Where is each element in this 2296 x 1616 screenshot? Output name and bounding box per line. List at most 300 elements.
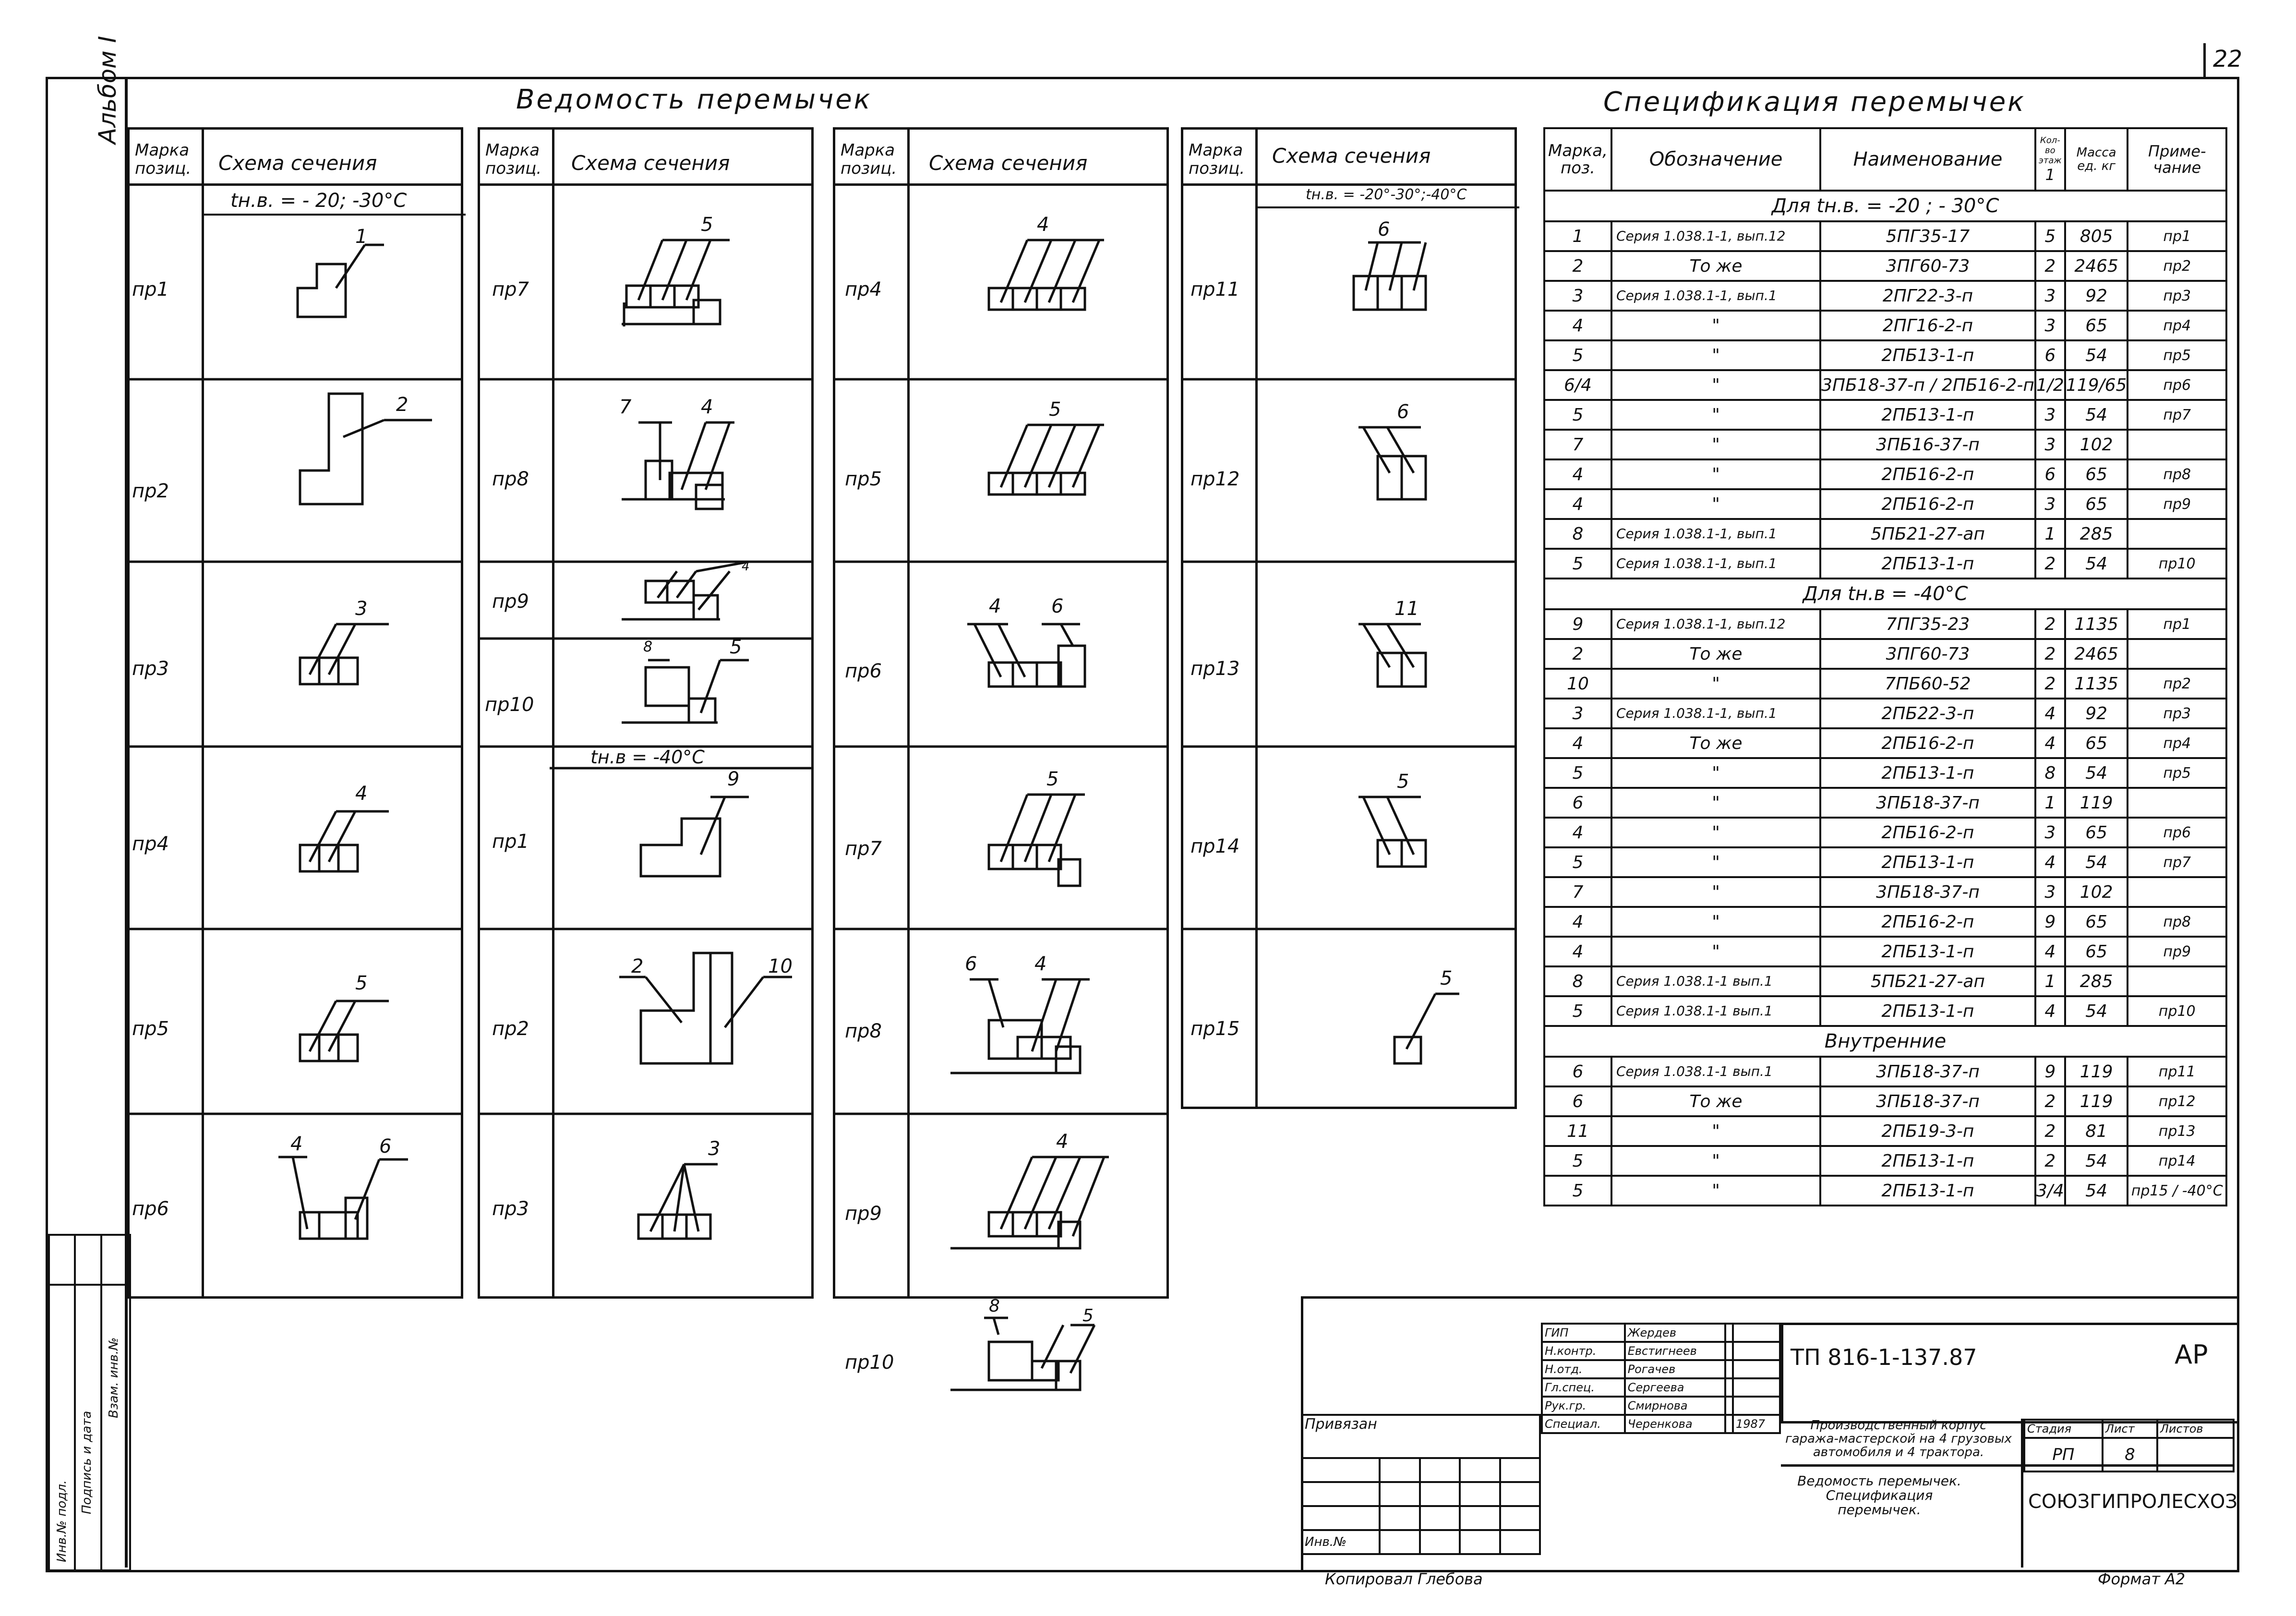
spec-cell: 54 xyxy=(2065,400,2128,430)
mark-label: пр2 xyxy=(492,1018,529,1040)
num-label: 3 xyxy=(355,598,368,620)
spec-cell: 3ПБ18-37-п xyxy=(1820,877,2035,907)
spec-cell: 3ПБ18-37-п xyxy=(1820,1086,2035,1116)
mark-label: пр9 xyxy=(845,1203,882,1225)
stamp-role: Н.отд. xyxy=(1542,1360,1625,1378)
mark-label: пр1 xyxy=(492,831,529,853)
col-scheme-header: Схема сечения xyxy=(929,151,1088,175)
stage-label: Стадия xyxy=(2024,1420,2103,1438)
spec-row xyxy=(1544,1057,2226,1086)
spec-cell: " xyxy=(1611,847,1820,877)
spec-cell: 2 xyxy=(2035,1116,2065,1146)
spec-cell: 2ПБ13-1-п xyxy=(1820,340,2035,370)
spec-cell: 7 xyxy=(1544,877,1611,907)
spec-cell: 2 xyxy=(2035,609,2065,639)
stamp-name: Рогачев xyxy=(1625,1360,1725,1378)
spec-cell: 9 xyxy=(2035,1057,2065,1086)
spec-cell: 3ПГ60-73 xyxy=(1820,639,2035,669)
spec-cell: 4 xyxy=(1544,937,1611,966)
spec-cell: 5 xyxy=(1544,549,1611,579)
spec-cell: пр14 xyxy=(2128,1146,2226,1176)
mark-label: пр2 xyxy=(132,480,169,502)
spec-cell: пр11 xyxy=(2128,1057,2226,1086)
spec-cell: 2ПБ22-3-п xyxy=(1820,699,2035,728)
spec-cell: Серия 1.038.1-1 вып.1 xyxy=(1611,966,1820,996)
temp-label-40: tн.в = -40°C xyxy=(590,747,705,768)
stamp-row xyxy=(1542,1324,1780,1342)
spec-cell: 65 xyxy=(2065,907,2128,937)
page-number: 22 xyxy=(2213,46,2243,72)
num-label: 10 xyxy=(768,955,793,977)
spec-cell: 54 xyxy=(2065,758,2128,788)
footer-copied: Копировал Глебова xyxy=(1325,1570,1483,1588)
spec-row xyxy=(1544,818,2226,847)
spec-cell xyxy=(2128,430,2226,459)
num-label: 5 xyxy=(1440,967,1453,989)
num-label: 5 xyxy=(1046,768,1059,790)
spec-row xyxy=(1544,877,2226,907)
spec-cell: 2ПБ16-2-п xyxy=(1820,818,2035,847)
spec-cell: То же xyxy=(1611,1086,1820,1116)
spec-cell: 7 xyxy=(1544,430,1611,459)
stamp-role: Гл.спец. xyxy=(1542,1378,1625,1397)
num-label: 11 xyxy=(1394,598,1419,620)
spec-cell: пр3 xyxy=(2128,281,2226,311)
privyazan-block xyxy=(1301,1414,1541,1555)
spec-cell: 4 xyxy=(1544,728,1611,758)
spec-row xyxy=(1544,669,2226,699)
spec-cell: 2 xyxy=(2035,639,2065,669)
spec-cell: Серия 1.038.1-1, вып.1 xyxy=(1611,519,1820,549)
num-label: 4 xyxy=(1034,953,1047,975)
spec-cell: 1/2 xyxy=(2035,370,2065,400)
spec-cell: 102 xyxy=(2065,430,2128,459)
stamp-date: 1987 xyxy=(1733,1415,1780,1433)
spec-cell: 65 xyxy=(2065,728,2128,758)
side-stamp xyxy=(48,1234,131,1571)
spec-cell: пр2 xyxy=(2128,669,2226,699)
spec-cell: 805 xyxy=(2065,221,2128,251)
spec-cell: 4 xyxy=(2035,699,2065,728)
spec-cell: 5 xyxy=(1544,1176,1611,1206)
spec-cell: " xyxy=(1611,877,1820,907)
col-mark-header: Марка позиц. xyxy=(135,141,192,178)
spec-row xyxy=(1544,1116,2226,1146)
num-label: 5 xyxy=(701,214,713,236)
spec-cell: 2 xyxy=(2035,251,2065,281)
spec-cell: 2ПБ16-2-п xyxy=(1820,728,2035,758)
sheet-value: 8 xyxy=(2103,1438,2157,1471)
spec-cell: Серия 1.038.1-1, вып.1 xyxy=(1611,281,1820,311)
spec-cell xyxy=(2128,877,2226,907)
spec-cell: 3 xyxy=(1544,699,1611,728)
stamp-signature xyxy=(1725,1397,1733,1415)
spec-cell: 2 xyxy=(1544,639,1611,669)
spec-cell: Серия 1.038.1-1 вып.1 xyxy=(1611,996,1820,1026)
spec-cell: пр12 xyxy=(2128,1086,2226,1116)
spec-cell: 9 xyxy=(2035,907,2065,937)
spec-row xyxy=(1544,251,2226,281)
stamp-name: Евстигнеев xyxy=(1625,1342,1725,1360)
spec-cell: 2 xyxy=(2035,669,2065,699)
spec-row xyxy=(1544,699,2226,728)
spec-cell: пр9 xyxy=(2128,937,2226,966)
spec-cell: 6 xyxy=(2035,459,2065,489)
spec-cell: 119/65 xyxy=(2065,370,2128,400)
spec-row xyxy=(1544,311,2226,340)
col-mark-header: Марка позиц. xyxy=(1189,141,1245,178)
spec-cell: пр4 xyxy=(2128,728,2226,758)
spec-cell: Серия 1.038.1-1, вып.12 xyxy=(1611,609,1820,639)
col-scheme-header: Схема сечения xyxy=(218,151,377,175)
spec-row xyxy=(1544,966,2226,996)
spec-cell: 3 xyxy=(2035,400,2065,430)
spec-cell: " xyxy=(1611,818,1820,847)
spec-cell: 7ПГ35-23 xyxy=(1820,609,2035,639)
spec-cell: Серия 1.038.1-1, вып.12 xyxy=(1611,221,1820,251)
spec-cell xyxy=(2128,639,2226,669)
spec-cell: 8 xyxy=(1544,519,1611,549)
spec-cell: 2 xyxy=(2035,1086,2065,1116)
num-label: 6 xyxy=(1397,401,1409,423)
mark-label: пр9 xyxy=(492,591,529,613)
spec-cell: 4 xyxy=(1544,311,1611,340)
stamp-date xyxy=(1733,1342,1780,1360)
spec-cell: 5 xyxy=(1544,400,1611,430)
spec-row xyxy=(1544,758,2226,788)
inv-label: Инв.№ xyxy=(1302,1530,1380,1554)
spec-cell: 119 xyxy=(2065,788,2128,818)
stamp-row xyxy=(1542,1397,1780,1415)
spec-cell: 54 xyxy=(2065,1146,2128,1176)
spec-cell: 7ПБ60-52 xyxy=(1820,669,2035,699)
mark-label: пр1 xyxy=(132,278,169,301)
num-label: 4 xyxy=(355,783,368,805)
spec-row xyxy=(1544,340,2226,370)
stamp-signature xyxy=(1725,1324,1733,1342)
col-scheme-header: Схема сечения xyxy=(1272,144,1431,168)
spec-cell: 65 xyxy=(2065,459,2128,489)
spec-cell: 3 xyxy=(2035,489,2065,519)
spec-cell: 3/4 xyxy=(2035,1176,2065,1206)
spec-cell: 3 xyxy=(2035,311,2065,340)
spec-row xyxy=(1544,281,2226,311)
footer-format: Формат А2 xyxy=(2098,1570,2186,1588)
spec-header-mass: Масса ед. кг xyxy=(2065,128,2128,191)
spec-row xyxy=(1544,400,2226,430)
num-label: 5 xyxy=(1049,398,1061,421)
spec-cell: " xyxy=(1611,669,1820,699)
spec-cell: 119 xyxy=(2065,1086,2128,1116)
spec-cell: 8 xyxy=(2035,758,2065,788)
spec-cell: 65 xyxy=(2065,818,2128,847)
stamp-date xyxy=(1733,1397,1780,1415)
spec-cell: 285 xyxy=(2065,966,2128,996)
num-label: 3 xyxy=(708,1138,721,1160)
stamp-signature xyxy=(1725,1360,1733,1378)
temp-label: tн.в. = - 20; -30°C xyxy=(230,190,407,212)
stamp-row xyxy=(1542,1360,1780,1378)
spec-row xyxy=(1544,1176,2226,1206)
stamp-name: Жердев xyxy=(1625,1324,1725,1342)
spec-cell: 2 xyxy=(1544,251,1611,281)
spec-cell: 1 xyxy=(2035,788,2065,818)
org-name: СОЮЗГИПРОЛЕСХОЗ xyxy=(2028,1491,2238,1513)
stamp-name: Сергеева xyxy=(1625,1378,1725,1397)
spec-cell: пр4 xyxy=(2128,311,2226,340)
spec-cell xyxy=(2128,966,2226,996)
spec-cell: пр8 xyxy=(2128,459,2226,489)
temp-label: tн.в. = -20°-30°;-40°C xyxy=(1306,186,1467,203)
sheet-title: Ведомость перемычек. Спецификация перемычек. xyxy=(1797,1473,1961,1518)
stamp-signature xyxy=(1725,1342,1733,1360)
spec-cell: 2ПБ13-1-п xyxy=(1820,847,2035,877)
sheet-code: АР xyxy=(2175,1339,2208,1370)
stamp-date xyxy=(1733,1378,1780,1397)
spec-cell: пр7 xyxy=(2128,400,2226,430)
spec-cell: 2ПБ16-2-п xyxy=(1820,459,2035,489)
spec-cell: " xyxy=(1611,1146,1820,1176)
mark-label: пр11 xyxy=(1190,278,1240,301)
spec-header-designation: Обозначение xyxy=(1611,128,1820,191)
stamp-row xyxy=(1542,1378,1780,1397)
spec-cell: Серия 1.038.1-1, вып.1 xyxy=(1611,549,1820,579)
spec-cell: пр10 xyxy=(2128,996,2226,1026)
spec-cell: пр5 xyxy=(2128,340,2226,370)
num-label: 6 xyxy=(1378,218,1390,241)
spec-cell: 11 xyxy=(1544,1116,1611,1146)
num-label: 4 xyxy=(290,1133,303,1155)
spec-cell: 4 xyxy=(2035,996,2065,1026)
spec-cell: 3 xyxy=(2035,818,2065,847)
stamp-row xyxy=(1542,1342,1780,1360)
stamp-name: Смирнова xyxy=(1625,1397,1725,1415)
spec-cell: 6 xyxy=(1544,1057,1611,1086)
spec-header-note: Приме- чание xyxy=(2128,128,2226,191)
num-label: 7 xyxy=(619,396,632,418)
stamp-row xyxy=(1542,1415,1780,1433)
spec-cell: То же xyxy=(1611,728,1820,758)
spec-cell: 5ПБ21-27-ап xyxy=(1820,519,2035,549)
spec-header-qty-sub: 1 xyxy=(2045,165,2055,184)
mark-label: пр8 xyxy=(492,468,529,490)
spec-cell: 5ПГ35-17 xyxy=(1820,221,2035,251)
num-label: 9 xyxy=(727,768,740,790)
spec-cell: 4 xyxy=(2035,728,2065,758)
spec-row xyxy=(1544,1146,2226,1176)
spec-cell: 2ПБ13-1-п xyxy=(1820,1176,2035,1206)
sheet-label: Лист xyxy=(2103,1420,2157,1438)
mark-label: пр7 xyxy=(845,838,882,860)
num-label: 5 xyxy=(730,636,742,658)
spec-cell: 4 xyxy=(2035,847,2065,877)
spec-cell xyxy=(2128,519,2226,549)
vedomost-title: Ведомость перемычек xyxy=(516,84,872,115)
stamp-signature xyxy=(1725,1415,1733,1433)
num-label: 1 xyxy=(355,226,368,248)
spec-row xyxy=(1544,609,2226,639)
spec-cell: 4 xyxy=(1544,907,1611,937)
spec-cell: 119 xyxy=(2065,1057,2128,1086)
spec-cell: 2465 xyxy=(2065,251,2128,281)
spec-cell: 54 xyxy=(2065,549,2128,579)
mark-label: пр4 xyxy=(132,833,169,855)
mark-label: пр6 xyxy=(845,660,882,682)
spec-cell: 5 xyxy=(1544,340,1611,370)
num-label: 5 xyxy=(355,972,368,994)
num-label: 5 xyxy=(1082,1306,1094,1326)
spec-row xyxy=(1544,221,2226,251)
side-stamp-text: Подпись и дата xyxy=(80,1411,94,1514)
spec-cell: пр3 xyxy=(2128,699,2226,728)
num-label: 6 xyxy=(965,953,977,975)
spec-cell: 2ПБ13-1-п xyxy=(1820,549,2035,579)
spec-cell: 4 xyxy=(1544,818,1611,847)
num-label: 4 xyxy=(742,559,750,574)
spec-cell: " xyxy=(1611,340,1820,370)
spec-cell: 1135 xyxy=(2065,609,2128,639)
spec-group-2: Для tн.в = -40°C xyxy=(1544,579,2226,609)
stamp-role: ГИП xyxy=(1542,1324,1625,1342)
stamp-signature xyxy=(1725,1378,1733,1397)
num-label: 2 xyxy=(631,955,644,977)
spec-row xyxy=(1544,907,2226,937)
num-label: 6 xyxy=(1051,595,1064,617)
spec-cell: пр5 xyxy=(2128,758,2226,788)
spec-cell: " xyxy=(1611,370,1820,400)
spec-cell: Серия 1.038.1-1 вып.1 xyxy=(1611,1057,1820,1086)
spec-cell: " xyxy=(1611,937,1820,966)
spec-cell: 285 xyxy=(2065,519,2128,549)
spec-cell: " xyxy=(1611,400,1820,430)
spec-cell: пр2 xyxy=(2128,251,2226,281)
spec-row xyxy=(1544,1086,2226,1116)
spec-cell: 54 xyxy=(2065,340,2128,370)
spec-cell: 3ПБ18-37-п xyxy=(1820,1057,2035,1086)
mark-label: пр14 xyxy=(1190,835,1240,857)
spec-cell: " xyxy=(1611,1176,1820,1206)
spec-cell: 2465 xyxy=(2065,639,2128,669)
spec-cell: " xyxy=(1611,459,1820,489)
spec-cell: 5 xyxy=(1544,847,1611,877)
spec-cell: 2ПБ13-1-п xyxy=(1820,400,2035,430)
num-label: 4 xyxy=(989,595,1001,617)
spec-cell: 6/4 xyxy=(1544,370,1611,400)
stamp-role: Специал. xyxy=(1542,1415,1625,1433)
mark-label: пр10 xyxy=(485,694,534,716)
spec-cell: 1 xyxy=(2035,519,2065,549)
spec-cell: 3ПБ18-37-п / 2ПБ16-2-п xyxy=(1820,370,2035,400)
mark-label: пр12 xyxy=(1190,468,1240,490)
spec-cell: " xyxy=(1611,489,1820,519)
mark-label: пр5 xyxy=(845,468,882,490)
stage-value: РП xyxy=(2024,1438,2103,1471)
privyazan-label: Привязан xyxy=(1302,1415,1540,1458)
num-label: 6 xyxy=(379,1135,392,1158)
num-label: 4 xyxy=(1037,214,1049,236)
spec-cell: " xyxy=(1611,788,1820,818)
spec-cell: 54 xyxy=(2065,1176,2128,1206)
mark-label: пр7 xyxy=(492,278,529,301)
spec-cell: 2ПБ13-1-п xyxy=(1820,758,2035,788)
mark-label: пр6 xyxy=(132,1198,169,1220)
spec-row xyxy=(1544,519,2226,549)
spec-row xyxy=(1544,728,2226,758)
spec-cell: 5 xyxy=(1544,758,1611,788)
spec-cell xyxy=(2128,788,2226,818)
spec-cell: 65 xyxy=(2065,489,2128,519)
spec-cell: 3 xyxy=(2035,430,2065,459)
spec-group-3: Внутренние xyxy=(1544,1026,2226,1057)
spec-cell: пр9 xyxy=(2128,489,2226,519)
spec-cell: 2ПБ13-1-п xyxy=(1820,996,2035,1026)
mark-label: пр3 xyxy=(492,1198,529,1220)
spec-cell: пр8 xyxy=(2128,907,2226,937)
num-label: 8 xyxy=(643,639,653,655)
spec-cell: 92 xyxy=(2065,281,2128,311)
spec-cell: 1135 xyxy=(2065,669,2128,699)
spec-cell: 54 xyxy=(2065,847,2128,877)
spec-cell: 81 xyxy=(2065,1116,2128,1146)
spec-cell: 92 xyxy=(2065,699,2128,728)
spec-row xyxy=(1544,639,2226,669)
stamp-role: Рук.гр. xyxy=(1542,1397,1625,1415)
spec-cell: 2ПБ13-1-п xyxy=(1820,1146,2035,1176)
spec-table xyxy=(1543,127,2227,1206)
mark-label: пр15 xyxy=(1190,1018,1240,1040)
spec-cell: 2ПБ19-3-п xyxy=(1820,1116,2035,1146)
spec-cell: 4 xyxy=(1544,459,1611,489)
spec-cell: 1 xyxy=(1544,221,1611,251)
spec-cell: пр15 / -40°C xyxy=(2128,1176,2226,1206)
spec-cell: " xyxy=(1611,758,1820,788)
num-label: 4 xyxy=(701,396,713,418)
spec-cell: Серия 1.038.1-1, вып.1 xyxy=(1611,699,1820,728)
num-label: 2 xyxy=(396,394,409,416)
spec-cell: 3 xyxy=(2035,877,2065,907)
num-label: 5 xyxy=(1397,771,1409,793)
spec-cell: 6 xyxy=(1544,1086,1611,1116)
spec-cell: 5ПБ21-27-ап xyxy=(1820,966,2035,996)
spec-group-1: Для tн.в. = -20 ; - 30°C xyxy=(1544,191,2226,221)
spec-cell: 9 xyxy=(1544,609,1611,639)
stamp-date xyxy=(1733,1360,1780,1378)
spec-cell: 3 xyxy=(1544,281,1611,311)
spec-row xyxy=(1544,459,2226,489)
spec-cell: 3ПБ18-37-п xyxy=(1820,788,2035,818)
num-label: 4 xyxy=(1056,1131,1069,1153)
spec-cell: То же xyxy=(1611,251,1820,281)
spec-row xyxy=(1544,489,2226,519)
project-name: Производственный корпус гаража-мастерской на 4 грузовых автомобиля и 4 трактора. xyxy=(1785,1418,2012,1459)
spec-cell: 6 xyxy=(2035,340,2065,370)
spec-row xyxy=(1544,996,2226,1026)
spec-cell: " xyxy=(1611,430,1820,459)
spec-header-name: Наименование xyxy=(1820,128,2035,191)
spec-cell: " xyxy=(1611,907,1820,937)
spec-cell: пр1 xyxy=(2128,221,2226,251)
spec-cell: 2ПБ13-1-п xyxy=(1820,937,2035,966)
spec-cell: 3 xyxy=(2035,281,2065,311)
spec-cell: 2ПБ16-2-п xyxy=(1820,907,2035,937)
spec-cell: 8 xyxy=(1544,966,1611,996)
spec-cell: 2ПГ16-2-п xyxy=(1820,311,2035,340)
spec-cell: пр13 xyxy=(2128,1116,2226,1146)
spec-cell: пр10 xyxy=(2128,549,2226,579)
spec-cell: 1 xyxy=(2035,966,2065,996)
spec-row xyxy=(1544,370,2226,400)
spec-title: Спецификация перемычек xyxy=(1603,86,2026,118)
